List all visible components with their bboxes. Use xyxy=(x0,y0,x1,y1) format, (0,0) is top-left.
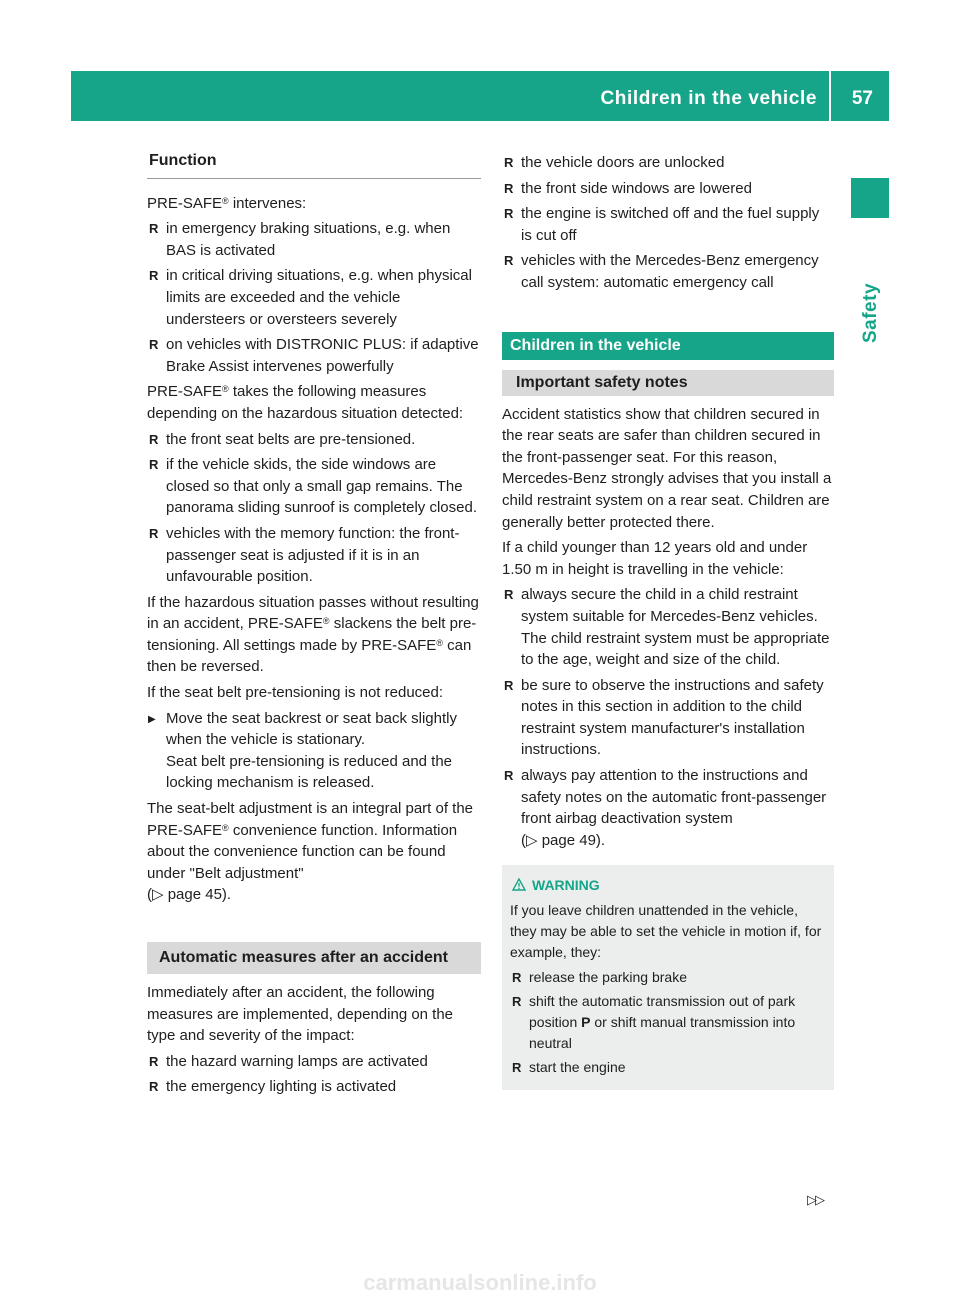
not-reduced-text: If the seat belt pre-tensioning is not reduced: xyxy=(147,684,444,702)
warning-box xyxy=(502,865,834,1090)
list-item: R always secure the child in a child restraint system suitable for Mercedes-Benz vehicles. The child restraint system must be appropriate to the age, weight and size of the child. xyxy=(502,584,834,670)
continued-arrow-icon: ▷▷ xyxy=(807,1192,823,1207)
warning-list xyxy=(510,967,826,1078)
warning-title: WARNING xyxy=(510,875,826,896)
list-item: R if the vehicle skids, the side windows are closed so that only a small gap remains. The panorama sliding sunroof is completely closed. xyxy=(147,454,481,519)
child-safety-list xyxy=(502,584,834,851)
list-item: R always pay attention to the instructions and safety notes on the automatic front-passenger front airbag deactivation system (▷ page 49). xyxy=(502,765,834,851)
after-accident-list xyxy=(147,1051,481,1098)
right-column xyxy=(502,152,834,1090)
list-item: R the emergency lighting is activated xyxy=(147,1076,481,1098)
warning-text: If you leave children unattended in the vehicle, they may be able to set the vehicle in motion if, for example, they: xyxy=(510,902,822,961)
list-item: R release the parking brake xyxy=(510,967,826,988)
warning-triangle-icon xyxy=(512,878,526,891)
children-section-heading: Children in the vehicle xyxy=(502,332,834,360)
chapter-title: Children in the vehicle xyxy=(600,88,817,109)
section-side-label: Safety xyxy=(860,282,881,344)
after-accident-text: Immediately after an accident, the following measures are implemented, depending on the type and severity of the impact: xyxy=(147,984,454,1045)
list-item: R the front side windows are lowered xyxy=(502,178,834,200)
list-item: R the front seat belts are pre-tensioned. xyxy=(147,429,481,451)
side-tab-marker xyxy=(851,178,889,218)
function-heading: Function xyxy=(147,150,481,179)
after-accident-list-continued xyxy=(502,152,834,294)
list-item: R on vehicles with DISTRONIC PLUS: if adaptive Brake Assist intervenes powerfully xyxy=(147,334,481,377)
list-item: R vehicles with the Mercedes-Benz emergency call system: automatic emergency call xyxy=(502,250,834,293)
presafe-measures-text: PRE-SAFE® takes the following measures depending on the hazardous situation detected: xyxy=(147,383,464,422)
list-item: R in emergency braking situations, e.g. when BAS is activated xyxy=(147,218,481,261)
left-column xyxy=(147,150,481,1102)
accident-statistics-text: Accident statistics show that children secured in the rear seats are safer than children secured in the front-passenger seat. For this reason, Mercedes-Benz strongly advises that you install a child restraint system on a rear seat. Children are generally better protected there. xyxy=(502,405,832,531)
list-item: R the vehicle doors are unlocked xyxy=(502,152,834,174)
measures-list xyxy=(147,429,481,588)
list-item: R in critical driving situations, e.g. when physical limits are exceeded and the vehicle understeers or oversteers severely xyxy=(147,265,481,330)
intervention-list xyxy=(147,218,481,377)
page-number: 57 xyxy=(851,88,873,109)
page-header xyxy=(71,71,889,121)
child-under-12-text: If a child younger than 12 years old and under 1.50 m in height is travelling in the vehicle: xyxy=(502,539,808,578)
header-divider xyxy=(829,71,831,121)
list-item: R the engine is switched off and the fuel supply is cut off xyxy=(502,203,834,246)
belt-adjustment-text: The seat-belt adjustment is an integral part of the PRE-SAFE® convenience function. Information about the convenience function can be found under "Belt adjustment" (▷ page 45). xyxy=(147,800,474,904)
list-item: R be sure to observe the instructions and safety notes in this section in addition to the child restraint system manufacturer's installation instructions. xyxy=(502,675,834,761)
presafe-intervenes-text: PRE-SAFE® intervenes: xyxy=(147,194,307,212)
list-item: R shift the automatic transmission out of park position P or shift manual transmission into neutral xyxy=(510,991,826,1054)
page-reference-link[interactable]: (▷ page 49). xyxy=(521,831,606,849)
auto-measures-heading: Automatic measures after an accident xyxy=(147,942,481,974)
instruction-step: ▶ Move the seat backrest or seat back slightly when the vehicle is stationary. Seat belt pre-tensioning is reduced and the locking mechanism is released. xyxy=(147,708,481,794)
list-item: R vehicles with the memory function: the front-passenger seat is adjusted if it is in an unfavourable position. xyxy=(147,523,481,588)
instruction-steps xyxy=(147,708,481,794)
page-reference-link[interactable]: (▷ page 45). xyxy=(147,886,232,904)
hazard-passes-text: If the hazardous situation passes without resulting in an accident, PRE-SAFE® slackens the belt pre-tensioning. All settings made by PRE-SAFE® can then be reversed. xyxy=(147,593,479,676)
list-item: R the hazard warning lamps are activated xyxy=(147,1051,481,1073)
safety-notes-heading: Important safety notes xyxy=(502,370,834,396)
list-item: R start the engine xyxy=(510,1057,826,1078)
watermark: carmanualsonline.info xyxy=(363,1270,597,1295)
